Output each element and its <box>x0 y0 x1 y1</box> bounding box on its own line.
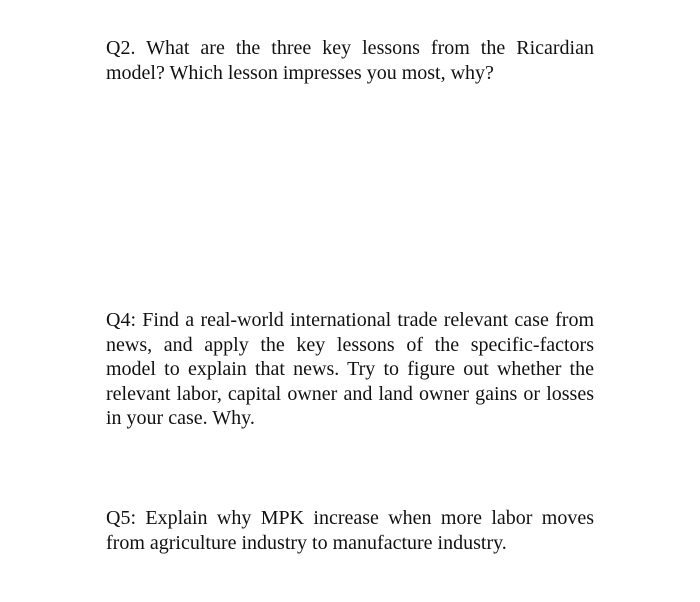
question-q2: Q2. What are the three key lessons from the Ricardian model? Which lesson impresses you most, why? <box>106 37 594 84</box>
question-q4: Q4: Find a real-world international trade relevant case from news, and apply the key lessons of the specific-factors model to explain that news. Try to figure out whether the relevant labor, capital owner and land owner gains or losses in your case. Why. <box>106 309 594 429</box>
question-q5: Q5: Explain why MPK increase when more labor moves from agriculture industry to manufacture industry. <box>106 507 594 554</box>
